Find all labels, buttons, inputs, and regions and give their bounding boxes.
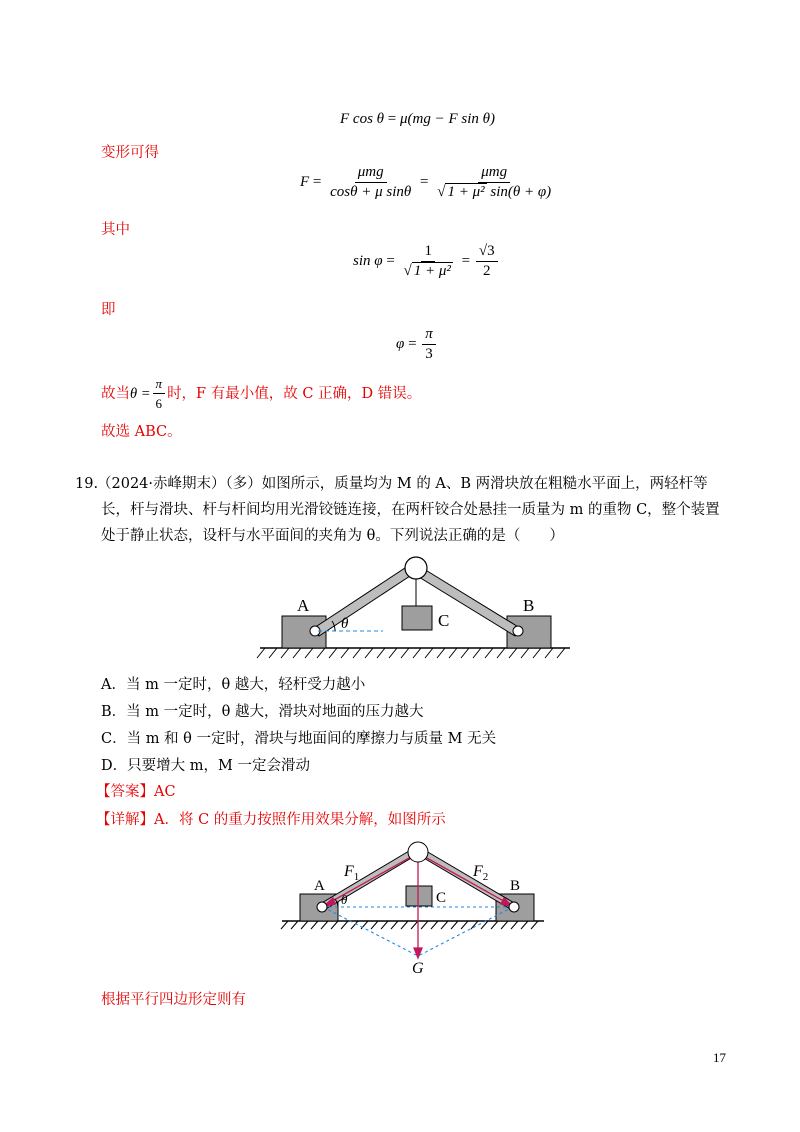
conclusion-line [101,375,421,412]
eq2-den2-sin: sin(θ + φ) [490,184,552,200]
conclusion-num: π [153,375,166,394]
figure-1 [255,550,575,662]
option-a: A．当 m 一定时，θ 越大，轻杆受力越小 [101,677,366,693]
eq2-den2-sqrt: 1 + μ² [447,184,485,200]
deform-label: 变形可得 [101,145,159,161]
detail: 【详解】A．将 C 的重力按照作用效果分解，如图所示 [96,812,446,828]
figure-2 [278,838,548,978]
eq2-den1: cosθ + μ sinθ [330,184,412,200]
question-line-3: 处于静止状态，设杆与水平面间的夹角为 θ。下列说法正确的是（ ） [101,528,564,544]
question-line-2: 长，杆与滑块、杆与杆间均用光滑铰链连接，在两杆铰合处悬挂一质量为 m 的重物 C，整个装置 [101,502,720,518]
page-number: 17 [713,1050,726,1065]
eq3-den1: 1 + μ² [413,263,451,279]
eq3-frac1: $\frac{1}{\text{√ 1 + μ²}}$ [403,243,451,279]
eq2-num1: μmg [355,164,387,183]
eq4-lhs: φ [396,336,405,352]
eq3-lhs: sin φ [353,253,383,269]
question-number: 19. [75,476,99,492]
eq1-lhs: F cos θ [340,111,385,127]
option-c: C．当 m 和 θ 一定时，滑块与地面间的摩擦力与质量 M 无关 [101,731,497,747]
eq2-lhs: F [300,174,310,190]
fig2-label-g: G [412,960,424,977]
option-b: B．当 m 一定时，θ 越大，滑块对地面的压力越大 [101,704,424,720]
hinge [405,557,427,579]
eq3-frac2 [476,243,498,280]
fig1-label-c: C [438,611,450,630]
eq4-den: 3 [425,346,433,362]
eq4-num: π [422,326,436,345]
eq2-frac1 [327,164,414,201]
conclusion-theta: θ = [130,385,151,402]
select-line: 故选 ABC。 [101,424,182,440]
conclusion-post: 时，F 有最小值，故 C 正确，D 错误。 [167,385,422,402]
conclusion-frac [153,375,166,412]
svg-text:F1 [343,863,359,883]
eq2-frac2: $\frac{\text{μmg}}{\text{√ 1 + μ² sin(θ + φ)}}$ [437,164,552,200]
eq3-den2: 2 [483,263,491,279]
fig2-label-f2: F [473,863,483,880]
conclusion-pre: 故当 [101,385,130,402]
eq2-num2: μmg [478,164,510,183]
ie-label: 即 [101,302,116,318]
fig1-label-a: A [297,596,310,615]
equation-1: F cos θ = μ(mg − F sin θ) [340,111,496,127]
equation-2: F = $\frac{\text{μmg}}{\text{cosθ + μ sinθ}}$ = $\frac{\text{μmg}}{\text{√ 1 + μ² sin(θ + φ)}}$ [300,164,556,201]
rule-line: 根据平行四边形定则有 [101,992,246,1008]
fig2-label-c: C [436,890,447,906]
eq3-num1: 1 [421,243,435,262]
eq4-frac [422,326,436,363]
fig2-label-f2-sub: 2 [482,871,489,883]
fig2-label-f1: F [344,863,354,880]
option-d: D．只要增大 m，M 一定会滑动 [101,758,310,774]
fig2-label-f1-sub: 1 [353,871,360,883]
fig1-label-b: B [523,596,535,615]
fig2-label-a: A [314,878,325,894]
where-label: 其中 [101,222,130,238]
question-line-1: （2024·赤峰期末）（多）如图所示，质量均为 M 的 A、B 两滑块放在粗糙水平面上，两轻杆等 [97,476,708,492]
fig1-label-theta: θ [341,616,349,632]
fig2-label-b: B [510,878,521,894]
fig2-label-theta: θ [341,892,348,907]
eq1-rhs: μ(mg − F sin θ) [400,111,496,127]
conclusion-den: 6 [155,396,163,411]
equation-4: φ = $\frac{\pi}{3}$ [396,326,438,363]
eq3-num2: √3 [476,243,498,262]
equation-3: sin φ = $\frac{1}{\text{√ 1 + μ²}}$ = $\frac{√3}{2}$ [353,243,500,280]
answer: 【答案】AC [96,784,176,800]
block-c [402,606,432,630]
